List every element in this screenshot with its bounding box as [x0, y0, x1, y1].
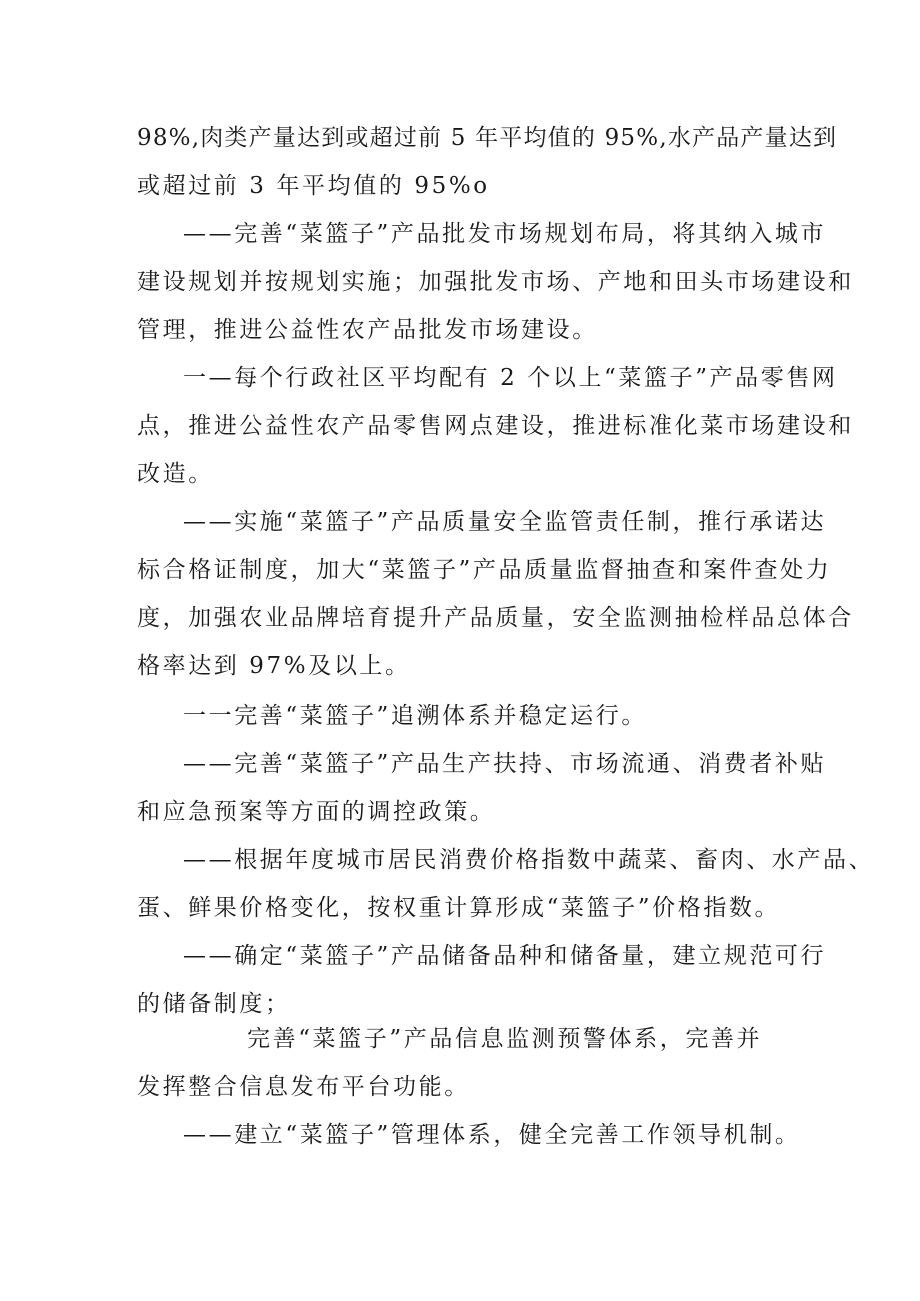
text-line: 标合格证制度，加大“菜篮子”产品质量监督抽查和案件查处力 — [137, 557, 832, 583]
text-line: 点，推进公益性农产品零售网点建设，推进标准化菜市场建设和 — [137, 413, 854, 439]
text-line: 和应急预案等方面的调控政策。 — [137, 799, 496, 825]
text-line: ——根据年度城市居民消费价格指数中蔬菜、畜肉、水产品、 — [183, 847, 875, 873]
text-line: 发挥整合信息发布平台功能。 — [137, 1074, 470, 1100]
text-line: 建设规划并按规划实施；加强批发市场、产地和田头市场建设和 — [137, 269, 854, 295]
text-line: 度，加强农业品牌培育提升产品质量，安全监测抽检样品总体合 — [137, 605, 854, 631]
text-line: 一一完善“菜篮子”追溯体系并稳定运行。 — [183, 703, 647, 729]
text-line: ——完善“菜篮子”产品批发市场规划布局，将其纳入城市 — [183, 221, 827, 247]
text-line: 格率达到 97%及以上。 — [137, 653, 411, 679]
text-line: 蛋、鲜果价格变化，按权重计算形成“菜篮子”价格指数。 — [137, 895, 781, 921]
text-line: 或超过前 3 年平均值的 95%o — [137, 173, 490, 199]
text-line: 改造。 — [137, 461, 214, 487]
text-line: 98%,肉类产量达到或超过前 5 年平均值的 95%,水产品产量达到 — [137, 125, 838, 151]
text-line: 一—每个行政社区平均配有 2 个以上“菜篮子”产品零售网 — [183, 365, 838, 391]
text-line: ——实施“菜篮子”产品质量安全监管责任制，推行承诺达 — [183, 509, 827, 535]
text-line: ——完善“菜篮子”产品生产扶持、市场流通、消费者补贴 — [183, 751, 827, 777]
text-line: 管理，推进公益性农产品批发市场建设。 — [137, 317, 598, 343]
text-line: ——建立“菜篮子”管理体系，健全完善工作领导机制。 — [183, 1122, 801, 1148]
text-line: ——确定“菜篮子”产品储备品种和储备量，建立规范可行 — [183, 943, 827, 969]
text-line: 完善“菜篮子”产品信息监测预警体系，完善并 — [247, 1026, 763, 1052]
text-line: 的储备制度； — [137, 991, 291, 1017]
